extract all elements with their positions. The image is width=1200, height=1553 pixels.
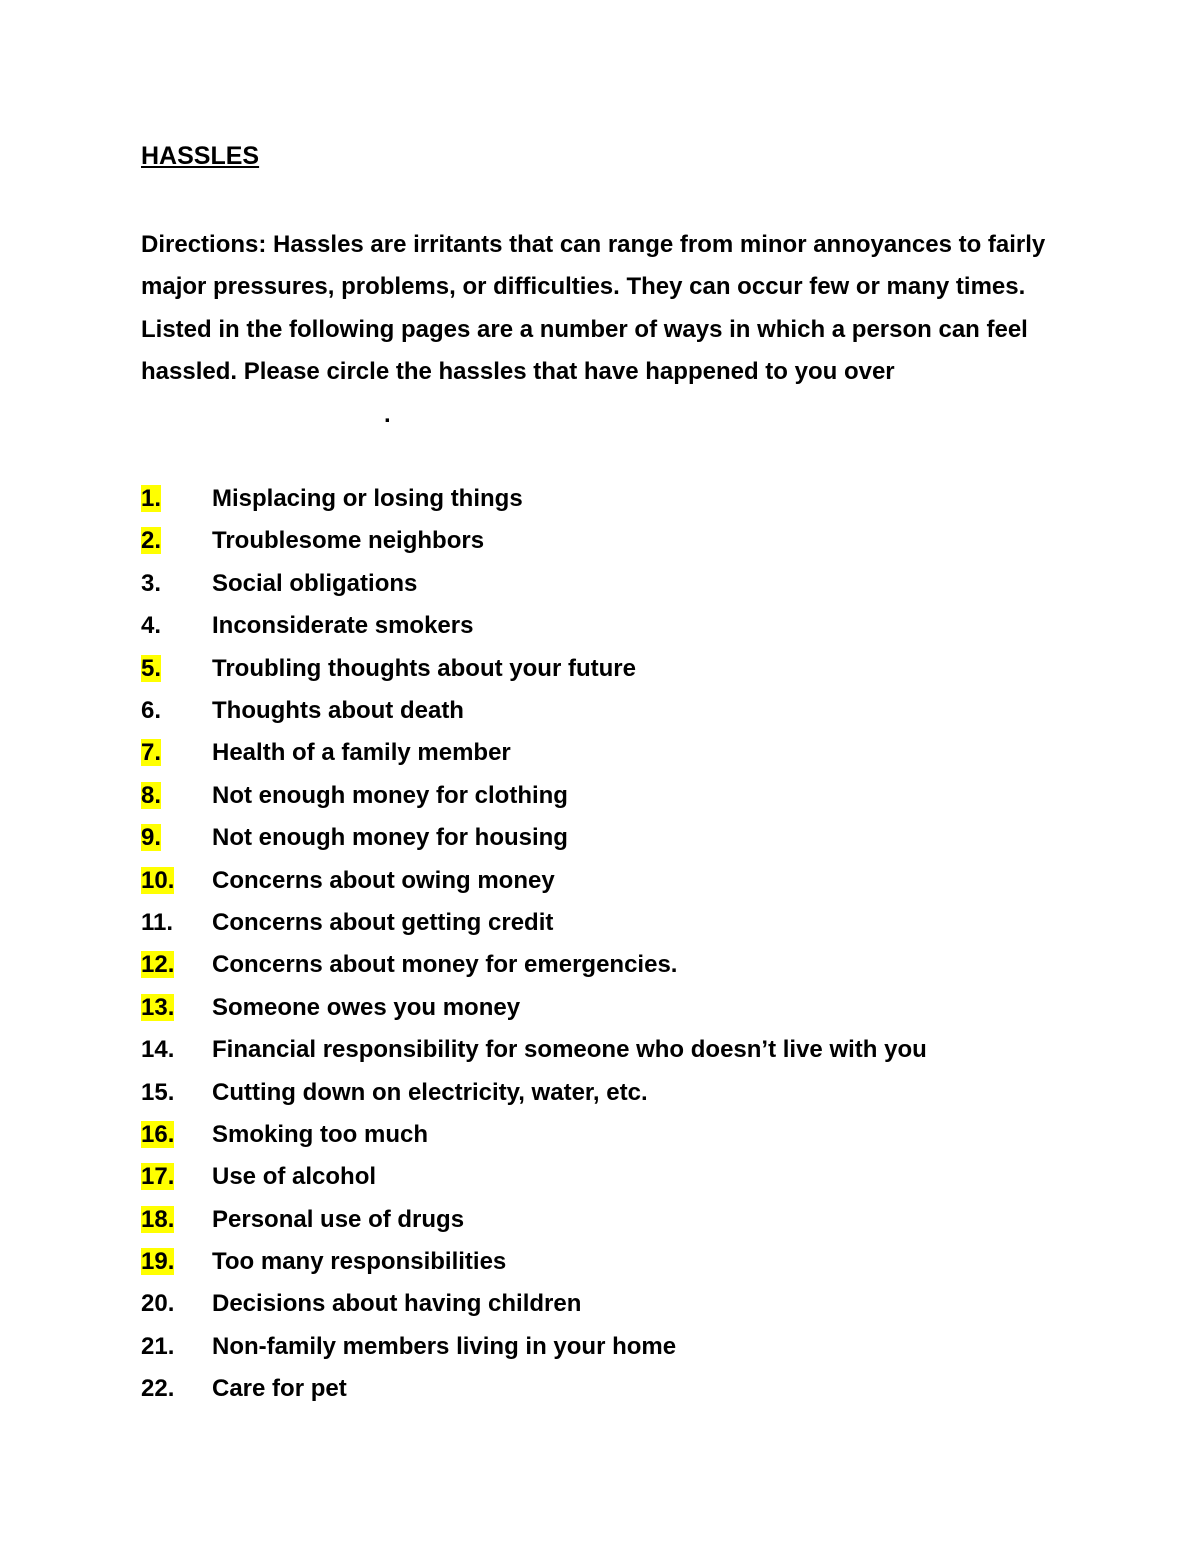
item-number <box>141 817 212 859</box>
highlighted-item-number: 5. <box>141 654 162 682</box>
highlighted-item-number: 10. <box>141 866 175 894</box>
item-number <box>141 775 212 817</box>
item-number <box>141 1029 212 1071</box>
list-item <box>141 902 1071 944</box>
item-number <box>141 860 212 902</box>
item-number <box>141 690 212 732</box>
item-text: Decisions about having children <box>212 1290 582 1318</box>
item-number <box>141 944 212 986</box>
list-item <box>141 732 1071 774</box>
list-item <box>141 520 1071 562</box>
item-number <box>141 987 212 1029</box>
item-text: Concerns about owing money <box>212 866 555 894</box>
item-text: Troubling thoughts about your future <box>212 654 636 682</box>
item-number <box>141 1114 212 1156</box>
item-number <box>141 478 212 520</box>
item-number-text: 11. <box>141 908 174 936</box>
list-item <box>141 1114 1071 1156</box>
item-number <box>141 1241 212 1283</box>
list-item <box>141 478 1071 520</box>
item-number <box>141 732 212 774</box>
page-title: HASSLES <box>141 142 260 170</box>
list-item <box>141 860 1071 902</box>
item-number-text: 20. <box>141 1290 175 1318</box>
item-text: Social obligations <box>212 569 418 597</box>
highlighted-item-number: 12. <box>141 951 175 979</box>
highlighted-item-number: 7. <box>141 739 162 767</box>
item-text: Care for pet <box>212 1375 347 1403</box>
highlighted-item-number: 17. <box>141 1163 175 1191</box>
item-text: Concerns about money for emergencies. <box>212 951 678 979</box>
item-number <box>141 520 212 562</box>
item-number <box>141 1072 212 1114</box>
item-number-text: 3. <box>141 569 162 597</box>
item-text: Health of a family member <box>212 739 511 767</box>
list-item <box>141 690 1071 732</box>
list-item <box>141 1368 1071 1410</box>
highlighted-item-number: 1. <box>141 485 162 513</box>
item-number-text: 6. <box>141 696 162 724</box>
list-item <box>141 1283 1071 1325</box>
item-number <box>141 1283 212 1325</box>
directions-end: . <box>384 400 391 428</box>
item-number <box>141 1199 212 1241</box>
list-item <box>141 1072 1071 1114</box>
item-number-text: 21. <box>141 1332 175 1360</box>
item-text: Troublesome neighbors <box>212 527 485 555</box>
item-text: Smoking too much <box>212 1120 428 1148</box>
item-number <box>141 1156 212 1198</box>
directions-paragraph <box>141 224 1071 436</box>
highlighted-item-number: 16. <box>141 1120 175 1148</box>
highlighted-item-number: 2. <box>141 527 162 555</box>
item-text: Someone owes you money <box>212 993 521 1021</box>
item-text: Not enough money for housing <box>212 824 568 852</box>
highlighted-item-number: 13. <box>141 993 175 1021</box>
item-text: Use of alcohol <box>212 1163 377 1191</box>
highlighted-item-number: 9. <box>141 824 162 852</box>
item-number <box>141 1326 212 1368</box>
item-number-text: 15. <box>141 1078 175 1106</box>
item-number <box>141 605 212 647</box>
list-item <box>141 648 1071 690</box>
item-text: Non-family members living in your home <box>212 1332 677 1360</box>
item-text: Concerns about getting credit <box>212 908 554 936</box>
list-item <box>141 1156 1071 1198</box>
document-page <box>141 138 1071 1411</box>
highlighted-item-number: 19. <box>141 1248 175 1276</box>
item-text: Cutting down on electricity, water, etc. <box>212 1078 648 1106</box>
list-item <box>141 1029 1071 1071</box>
item-text: Not enough money for clothing <box>212 781 568 809</box>
list-item <box>141 987 1071 1029</box>
highlighted-item-number: 18. <box>141 1205 175 1233</box>
item-number-text: 14. <box>141 1036 175 1064</box>
list-item <box>141 563 1071 605</box>
list-item <box>141 1199 1071 1241</box>
item-text: Financial responsibility for someone who doesn’t live with you <box>212 1036 927 1064</box>
hassles-list <box>141 478 1071 1411</box>
item-number <box>141 1368 212 1410</box>
item-text: Misplacing or losing things <box>212 485 523 513</box>
list-item <box>141 944 1071 986</box>
list-item <box>141 605 1071 647</box>
list-item <box>141 775 1071 817</box>
item-number <box>141 648 212 690</box>
item-text: Inconsiderate smokers <box>212 612 474 640</box>
item-number-text: 22. <box>141 1375 175 1403</box>
list-item <box>141 817 1071 859</box>
item-text: Personal use of drugs <box>212 1205 465 1233</box>
directions-text: Directions: Hassles are irritants that can range from minor annoyances to fairly major pressures, problems, or difficulties. They can occur few or many times. Listed in the following pages are a number of ways in which a person can feel hassled. Please circle the hassles that have happened to you over <box>141 231 1046 386</box>
list-item <box>141 1326 1071 1368</box>
item-text: Too many responsibilities <box>212 1248 507 1276</box>
highlighted-item-number: 8. <box>141 781 162 809</box>
item-text: Thoughts about death <box>212 696 464 724</box>
item-number <box>141 902 212 944</box>
list-item <box>141 1241 1071 1283</box>
item-number-text: 4. <box>141 612 162 640</box>
item-number <box>141 563 212 605</box>
